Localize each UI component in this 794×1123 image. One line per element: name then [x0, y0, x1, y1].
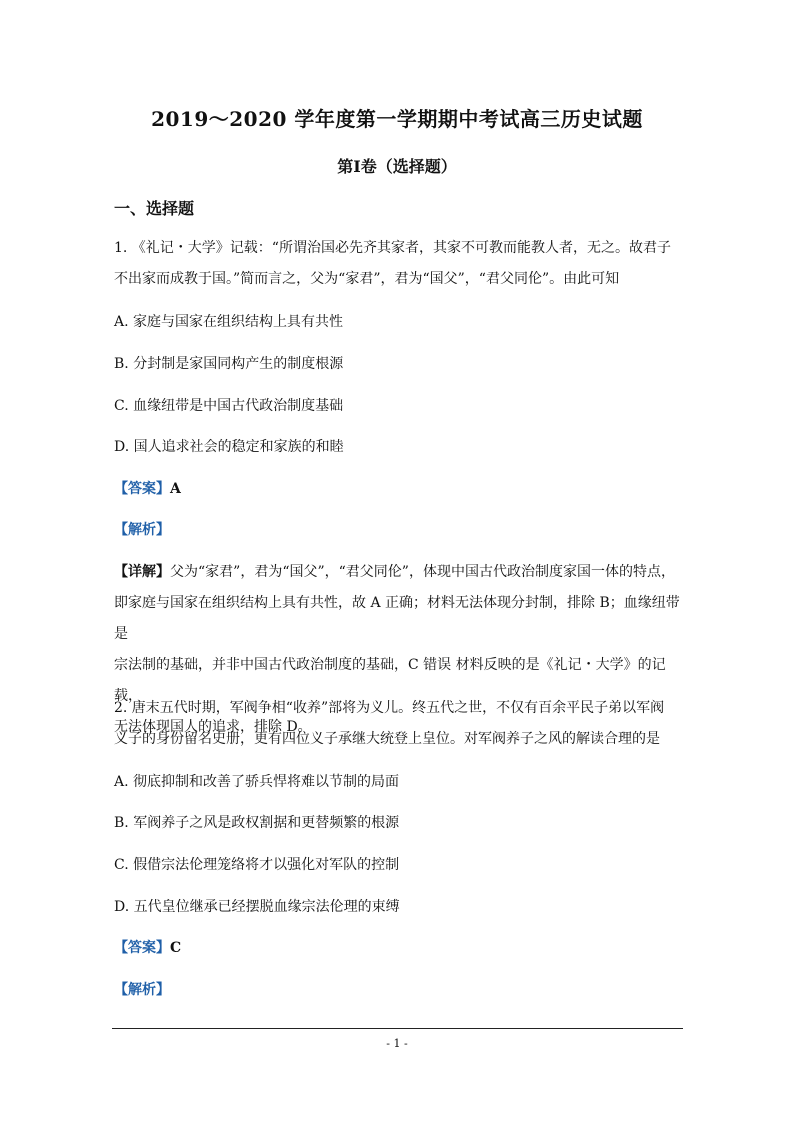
detail-line-4: 无法体现国人的追求，排除 D。: [114, 719, 312, 735]
question-1-stem-line-1: 1. 《礼记・大学》记载：“所谓治国必先齐其家者，其家不可教而能教人者，无之。故君子: [114, 240, 671, 256]
detail-line-3: 宗法制的基础，并非中国古代政治制度的基础，C 错误 材料反映的是《礼记・大学》的记载，: [114, 657, 666, 704]
answer-value: C: [170, 940, 182, 956]
question-2-stem-line-1: 2. 唐末五代时期，军阀争相“收养”部将为义儿。终五代之世，不仅有百余平民子弟以军阀: [114, 700, 665, 716]
question-2-option-a: A. 彻底抑制和改善了骄兵悍将难以节制的局面: [114, 774, 400, 790]
question-1-option-a: A. 家庭与国家在组织结构上具有共性: [114, 314, 344, 330]
question-1-option-c: C. 血缘纽带是中国古代政治制度基础: [114, 398, 344, 414]
detail-line-1-text: 父为“家君”，君为“国父”，“君父同伦”，体现中国古代政治制度家国一体的特点，: [170, 564, 675, 580]
question-1-option-b: B. 分封制是家国同构产生的制度根源: [114, 356, 344, 372]
question-2-analysis-heading: [114, 980, 686, 1000]
section-heading: 一、选择题: [114, 199, 195, 218]
detail-tag: 【详解】: [114, 564, 170, 580]
question-2-stem-line-2: 义子的身份留名史册，更有四位义子承继大统登上皇位。对军阀养子之风的解读合理的是: [114, 731, 660, 747]
question-1-answer: [114, 479, 686, 499]
detail-line-2: 即家庭与国家在组织结构上具有共性，故 A 正确；材料无法体现分封制，排除 B；血缘纽带是: [114, 595, 680, 642]
page-subtitle: 第Ⅰ卷（选择题）: [337, 157, 457, 176]
answer-tag: 【答案】: [114, 481, 170, 497]
question-2-answer: [114, 938, 686, 958]
footer-divider: [112, 1028, 683, 1029]
question-2-option-d: D. 五代皇位继承已经摆脱血缘宗法伦理的束缚: [114, 899, 400, 915]
question-2-option-c: C. 假借宗法伦理笼络将才以强化对军队的控制: [114, 857, 400, 873]
question-1-option-d: D. 国人追求社会的稳定和家族的和睦: [114, 439, 344, 455]
page-title: 2019～2020 学年度第一学期期中考试高三历史试题: [151, 107, 643, 131]
answer-value: A: [170, 481, 181, 497]
question-2-stem: [114, 693, 686, 755]
question-1-stem-line-2: 不出家而成教于国。”简而言之，父为“家君”，君为“国父”，“君父同伦”。由此可知: [114, 271, 620, 287]
analysis-tag: 【解析】: [114, 522, 170, 538]
question-1-stem: [114, 233, 686, 295]
question-1-analysis-heading: [114, 520, 686, 540]
analysis-tag: 【解析】: [114, 982, 170, 998]
answer-tag: 【答案】: [114, 940, 170, 956]
question-2-option-b: B. 军阀养子之风是政权割据和更替频繁的根源: [114, 815, 400, 831]
detail-line-1: [114, 557, 686, 588]
page-number: - 1 -: [386, 1037, 408, 1050]
